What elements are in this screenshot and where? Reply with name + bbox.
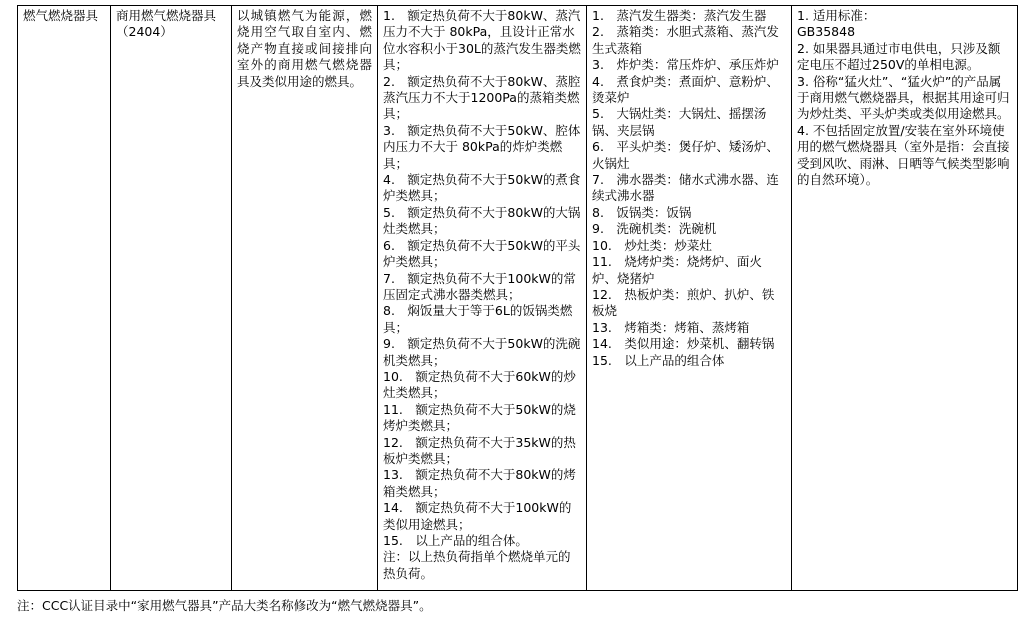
scope-cell: 以城镇燃气为能源，燃烧用空气取自室内、燃烧产物直接或间接排向室外的商用燃气燃烧器具及类似用途的燃具。: [232, 6, 378, 591]
remark-standard: GB35848: [797, 24, 856, 40]
example-item: 1. 蒸汽发生器类：蒸汽发生器: [592, 8, 767, 23]
definition-item: 14. 额定热负荷不大于100kW的类似用途燃具；: [383, 500, 572, 532]
table-row: [18, 6, 1018, 591]
remarks-cell: [792, 6, 1018, 591]
example-item: 15. 以上产品的组合体: [592, 352, 725, 368]
definition-item: 13. 额定热负荷不大于80kW的烤箱类燃具；: [383, 467, 576, 499]
example-item: 9. 洗碗机类：洗碗机: [592, 221, 717, 237]
example-item: 4. 煮食炉类：煮面炉、意粉炉、烫菜炉: [592, 73, 779, 106]
catalog-table: [17, 5, 1018, 591]
definition-item: 11. 额定热负荷不大于50kW的烧烤炉类燃具；: [383, 401, 576, 434]
example-item: 13. 烤箱类：烤箱、蒸烤箱: [592, 319, 750, 335]
example-item: 3. 炸炉类：常压炸炉、承压炸炉: [592, 57, 779, 73]
example-item: 8. 饭锅类：饭锅: [592, 204, 692, 220]
definition-item: 8. 焖饭量大于等于6L的饭锅类燃具；: [383, 303, 573, 335]
definition-item: 12. 额定热负荷不大于35kW的热板炉类燃具；: [383, 434, 576, 466]
definition-item: 6. 额定热负荷不大于50kW的平头炉类燃具；: [383, 237, 581, 270]
definition-item: 9. 额定热负荷不大于50kW的洗碗机类燃具；: [383, 336, 581, 368]
example-item: 6. 平头炉类：煲仔炉、矮汤炉、火锅灶: [592, 139, 779, 171]
definition-item: 10. 额定热负荷不大于60kW的炒灶类燃具；: [383, 368, 576, 401]
remark-item: 3. 俗称“猛火灶”、“猛火炉”的产品属于商用燃气燃烧器具，根据其用途可归为炒灶类、平头炉类或类似用途燃具。: [797, 73, 1010, 122]
example-item: 10. 炒灶类：炒菜灶: [592, 237, 712, 253]
example-item: 14. 类似用途：炒菜机、翻转锅: [592, 336, 775, 352]
definition-item: 2. 额定热负荷不大于80kW、蒸腔蒸汽压力不大于1200Pa的蒸箱类燃具；: [383, 73, 581, 122]
definition-item: 1. 额定热负荷不大于80kW、蒸汽压力不大于 80kPa，且设计正常水位水容积小于30L的蒸汽发生器类燃具；: [383, 8, 581, 73]
remark-item: 2. 如果器具通过市电供电，只涉及额定电压不超过250V的单相电源。: [797, 40, 1001, 73]
category-cell: 燃气燃烧器具: [18, 6, 111, 591]
example-item: 7. 沸水器类：储水式沸水器、连续式沸水器: [592, 172, 779, 204]
remark-item: 1. 适用标准：: [797, 8, 876, 23]
definitions-cell: [378, 6, 587, 591]
example-item: 12. 热板炉类：煎炉、扒炉、铁板烧: [592, 286, 775, 319]
definition-item: 7. 额定热负荷不大于100kW的常压固定式沸水器类燃具；: [383, 270, 576, 302]
definition-item: 3. 额定热负荷不大于50kW、腔体内压力不大于 80kPa的炸炉类燃具；: [383, 122, 581, 171]
remark-item: 4. 不包括固定放置/安装在室外环境使用的燃气燃烧器具（室外是指：会直接受到风吹、雨淋、日晒等气候类型影响的自然环境）。: [797, 122, 1010, 188]
definition-item: 4. 额定热负荷不大于50kW的煮食炉类燃具；: [383, 172, 581, 204]
definition-item: 5. 额定热负荷不大于80kW的大锅灶类燃具；: [383, 204, 581, 237]
product-cell: 商用燃气燃烧器具（2404）: [111, 6, 232, 591]
definition-item: 15. 以上产品的组合体。: [383, 533, 528, 548]
example-item: 5. 大锅灶类：大锅灶、摇摆汤锅、夹层锅: [592, 106, 767, 138]
example-item: 11. 烧烤炉类：烧烤炉、面火炉、烧猪炉: [592, 254, 762, 286]
definition-note: 注：以上热负荷指单个燃烧单元的热负荷。: [383, 549, 571, 581]
examples-cell: [587, 6, 792, 591]
example-item: 2. 蒸箱类：水胆式蒸箱、蒸汽发生式蒸箱: [592, 24, 779, 56]
footnote: 注：CCC认证目录中“家用燃气器具”产品大类名称修改为“燃气燃烧器具”。: [17, 598, 432, 613]
